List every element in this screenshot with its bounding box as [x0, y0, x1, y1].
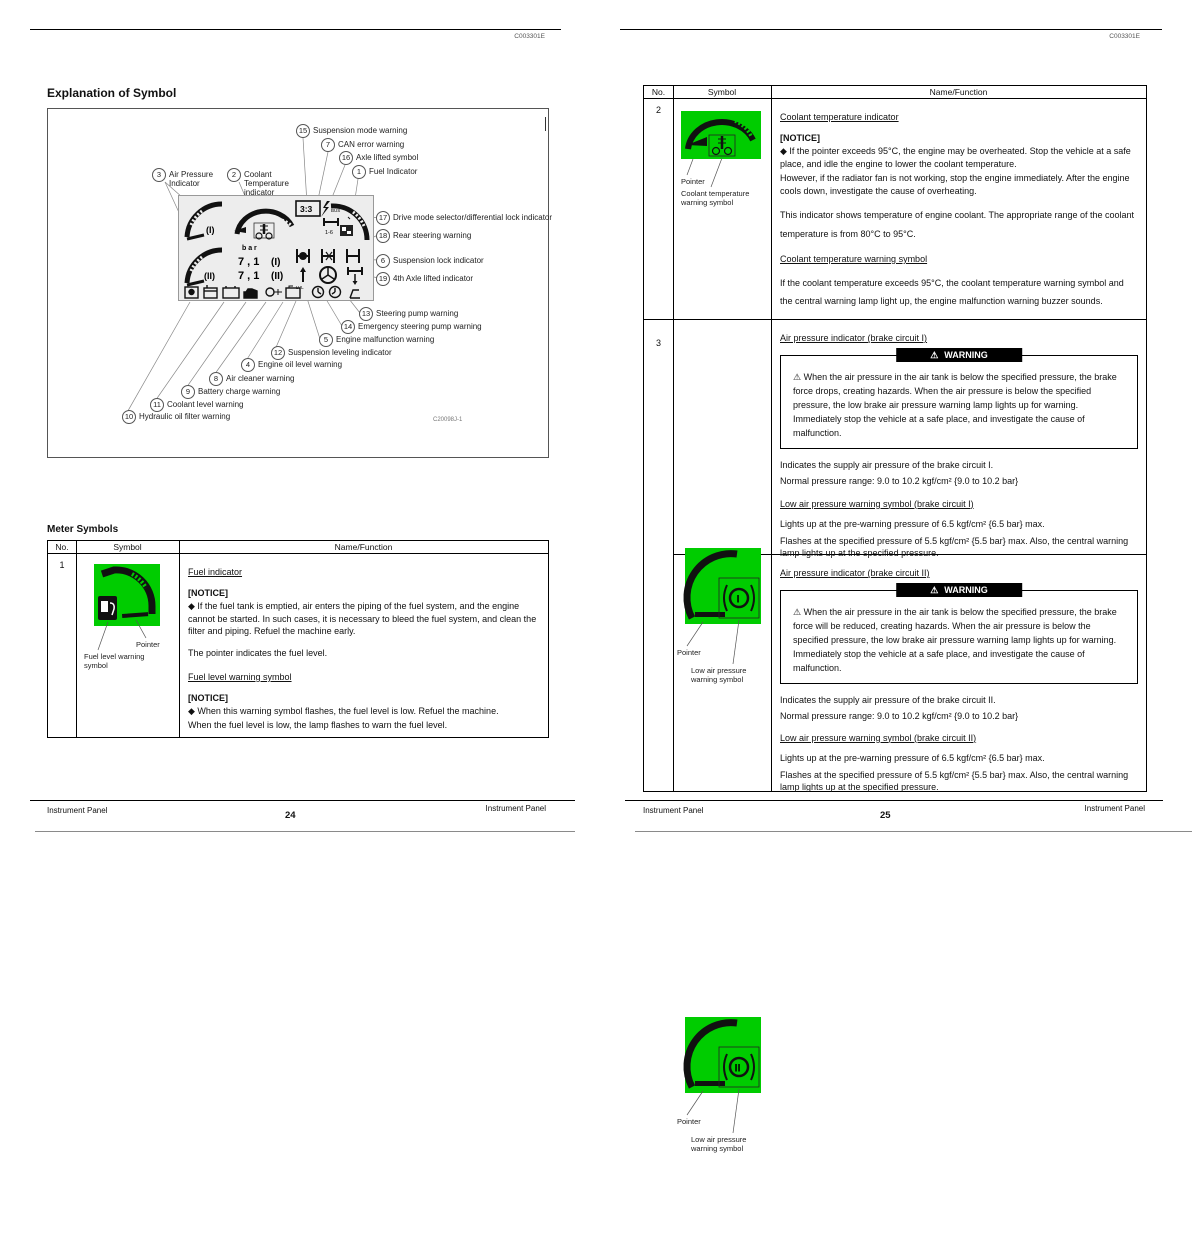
callout-19: 19 4th Axle lifted indicator — [376, 272, 473, 286]
row3a-name-cell: Air pressure indicator (brake circuit I) ⚠ WARNING ⚠ When the air pressure in the air tank is below the specified pressure, the brake force drops, creating hazards. When the air pressure is below the specified pressure, the low brake air pressure warning lamp lights up for warning. Immediately stop the vehicle at a safe place, and investigate the cause of malfunction. Indicates the supply air pressure of the brake circuit I. Normal pressure range: 9.0 to 10.2 kgf/cm² {9.0 to 10.2 bar} Low air pressure warning symbol (brake circuit I) Lights up at the pre-warning pressure of 6.5 kgf/cm² {6.5 bar} max. Flashes at the specified pressure of 5.5 kgf/cm² {5.5 bar} max. Also, the central warning lamp lights up at the specified pressure. — [771, 320, 1146, 554]
col-header-no-2: No. — [644, 86, 673, 99]
warning-symbol-label: Fuel level warning symbol — [84, 652, 145, 671]
col-header-symbol: Symbol — [76, 541, 179, 554]
svg-text:(II): (II) — [204, 271, 215, 281]
page-top-rule — [30, 29, 561, 30]
col-header-no: No. — [48, 541, 76, 554]
warning-symbol-label: Low air pressure warning symbol — [691, 666, 747, 685]
warning-box: ⚠ WARNING ⚠ When the air pressure in the air tank is below the specified pressure, the brake force will be reduced, creating hazards. When the air pressure is below the specified pressure, the low brake air pressure warning lamp lights up for warning. Immediately stop the vehicle at a safe place, and investigate the cause of malfunction. — [780, 590, 1138, 684]
callout-13: 13 Steering pump warning — [359, 307, 458, 321]
svg-text:II: II — [734, 1062, 741, 1075]
svg-text:(I): (I) — [271, 257, 281, 268]
warning-triangle-icon: ⚠ — [793, 606, 802, 617]
callout-3: 3 Air Pressure Indicator — [152, 168, 231, 188]
row2-symbol-cell — [673, 99, 771, 319]
svg-text:CAN: CAN — [331, 203, 341, 208]
warning-banner: ⚠ WARNING — [896, 583, 1022, 598]
warning-triangle-icon: ⚠ — [793, 371, 802, 382]
callout-1: 1 Fuel Indicator — [352, 165, 417, 179]
pointer-label: Pointer — [681, 177, 705, 186]
callout-8: 8 Air cleaner warning — [209, 372, 294, 386]
row2-no: 2 — [655, 105, 661, 115]
fuel-pump-icon — [98, 596, 117, 620]
callout-2: 2 Coolant Temperature indicator — [227, 168, 306, 198]
footer-left: Instrument Panel — [47, 806, 108, 815]
callout-11: 11 Coolant level warning — [150, 398, 244, 412]
pointer-label: Pointer — [136, 640, 160, 649]
page-number: 24 — [285, 810, 296, 821]
heading-fuel-indicator: Fuel indicator — [188, 567, 243, 577]
callout-6: 6 Suspension lock indicator — [376, 254, 484, 268]
footer-left-2: Instrument Panel — [643, 806, 704, 815]
callout-10: 10 Hydraulic oil filter warning — [122, 410, 230, 424]
heading-low-air-warning-2: Low air pressure warning symbol (brake circuit II) — [780, 732, 977, 743]
document-code-2: C003301E — [1109, 33, 1140, 40]
row3b-name-cell: Air pressure indicator (brake circuit II) ⚠ WARNING ⚠ When the air pressure in the air tank is below the specified pressure, the brake force will be reduced, creating hazards. When the air pressure is below the specified pressure, the low brake air pressure warning lamp lights up for warning. Immediately stop the vehicle at a safe place, and investigate the cause of malfunction. Indicates the supply air pressure of the brake circuit II. Normal pressure range: 9.0 to 10.2 kgf/cm² {9.0 to 10.2 bar} Low air pressure warning symbol (brake circuit II) Lights up at the pre-warning pressure of 6.5 kgf/cm² {6.5 bar} max. Flashes at the specified pressure of 5.5 kgf/cm² {5.5 bar} max. Also, the central warning lamp lights up at the specified pressure. — [771, 555, 1146, 790]
svg-text:b a r: b a r — [242, 245, 257, 252]
row1-symbol-cell — [76, 554, 179, 737]
warning-box: ⚠ WARNING ⚠ When the air pressure in the air tank is below the specified pressure, the brake force drops, creating hazards. When the air pressure is below the specified pressure, the low brake air pressure warning lamp lights up for warning. Immediately stop the vehicle at a safe place, and investigate the cause of malfunction. — [780, 355, 1138, 449]
instrument-cluster-diagram — [178, 195, 374, 301]
heading-air-pressure-2: Air pressure indicator (brake circuit II) — [780, 568, 930, 578]
row2-name-cell: Coolant temperature indicator [NOTICE] ◆ If the pointer exceeds 95°C, the engine may be overheated. Stop the vehicle at a safe place, and idle the engine to lower the coolant temperature. However, if the radiator fan is not working, stop the engine immediately. After the engine cools down, investigate the cause of overheating. This indicator shows temperature of engine coolant. The appropriate range of the coolant temperature is from 80°C to 95°C. Coolant temperature warning symbol If the coolant temperature exceeds 95°C, the coolant temperature warning symbol and the central warning lamp light up, the engine malfunction warning buzzer sounds. — [771, 99, 1146, 319]
callout-9: 9 Battery charge warning — [181, 385, 280, 399]
page-title: Explanation of Symbol — [47, 86, 177, 100]
meter-symbols-table — [47, 540, 549, 738]
document-code: C003301E — [514, 33, 545, 40]
svg-text:3:3: 3:3 — [300, 204, 313, 214]
heading-air-pressure-1: Air pressure indicator (brake circuit I) — [780, 333, 928, 343]
warning-banner: ⚠ WARNING — [896, 348, 1022, 363]
page-number-2: 25 — [880, 810, 891, 821]
footer-right: Instrument Panel — [485, 804, 546, 813]
svg-text:7 , 1: 7 , 1 — [238, 270, 260, 282]
callout-14: 14 Emergency steering pump warning — [341, 320, 482, 334]
warning-symbol-label: Low air pressure warning symbol — [691, 1135, 747, 1154]
heading-low-air-warning-1: Low air pressure warning symbol (brake circuit I) — [780, 498, 974, 509]
svg-text:1-6: 1-6 — [325, 230, 333, 236]
row3-no: 3 — [655, 338, 661, 348]
heading-fuel-level-warning: Fuel level warning symbol — [188, 672, 292, 682]
svg-text:I: I — [736, 593, 740, 606]
callout-5: 5 Engine malfunction warning — [319, 333, 434, 347]
footer-right-2: Instrument Panel — [1084, 804, 1145, 813]
symbol-diagram-box — [47, 108, 553, 458]
heading-coolant-warning: Coolant temperature warning symbol — [780, 254, 928, 264]
svg-text:LVL: LVL — [296, 285, 304, 290]
callout-18: 18 Rear steering warning — [376, 229, 471, 243]
svg-text:BUS: BUS — [331, 208, 341, 213]
warning-symbol-label: Coolant temperature warning symbol — [681, 189, 750, 208]
col-header-name-2: Name/Function — [771, 86, 1146, 99]
air-pointer — [695, 612, 725, 617]
svg-text:(I): (I) — [206, 225, 215, 235]
callout-7: 7 CAN error warning — [321, 138, 404, 152]
meter-symbols-label: Meter Symbols — [47, 524, 119, 535]
svg-text:(II): (II) — [271, 271, 284, 282]
air-pointer — [695, 1081, 725, 1086]
pointer-label: Pointer — [677, 648, 701, 657]
callout-4: 4 Engine oil level warning — [241, 358, 342, 372]
callout-17: 17 Drive mode selector/differential lock indicator — [376, 211, 552, 225]
row1-name-cell: Fuel indicator [NOTICE] ◆ If the fuel tank is emptied, air enters the piping of the fuel system, and the engine cannot be started. In such cases, it is necessary to bleed the fuel system, and clean the filter and piping. Refuel the machine early. The pointer indicates the fuel level. Fuel level warning symbol [NOTICE] ◆ When this warning symbol flashes, the fuel level is low. Refuel the machine. When the fuel level is low, the lamp flashes to warn the fuel level. — [179, 554, 548, 737]
svg-text:7 , 1: 7 , 1 — [238, 256, 260, 268]
warning-triangle-icon: ⚠ — [930, 584, 939, 595]
row3a-symbol-cell — [673, 540, 771, 774]
col-header-symbol-2: Symbol — [673, 86, 771, 99]
warning-triangle-icon: ⚠ — [930, 349, 939, 360]
drive-mode-selector-icon — [340, 225, 353, 236]
page-top-rule-2 — [620, 29, 1162, 30]
heading-coolant-indicator: Coolant temperature indicator — [780, 112, 899, 122]
col-header-name: Name/Function — [179, 541, 548, 554]
callout-12: 12 Suspension leveling indicator — [271, 346, 392, 360]
pointer-label: Pointer — [677, 1117, 701, 1126]
callout-16: 16 Axle lifted symbol — [339, 151, 418, 165]
row1-no: 1 — [59, 560, 65, 570]
row3b-symbol-cell — [673, 1009, 771, 1244]
callout-15: 15 Suspension mode warning — [296, 124, 407, 138]
figure-code: C20098J-1 — [433, 417, 463, 423]
